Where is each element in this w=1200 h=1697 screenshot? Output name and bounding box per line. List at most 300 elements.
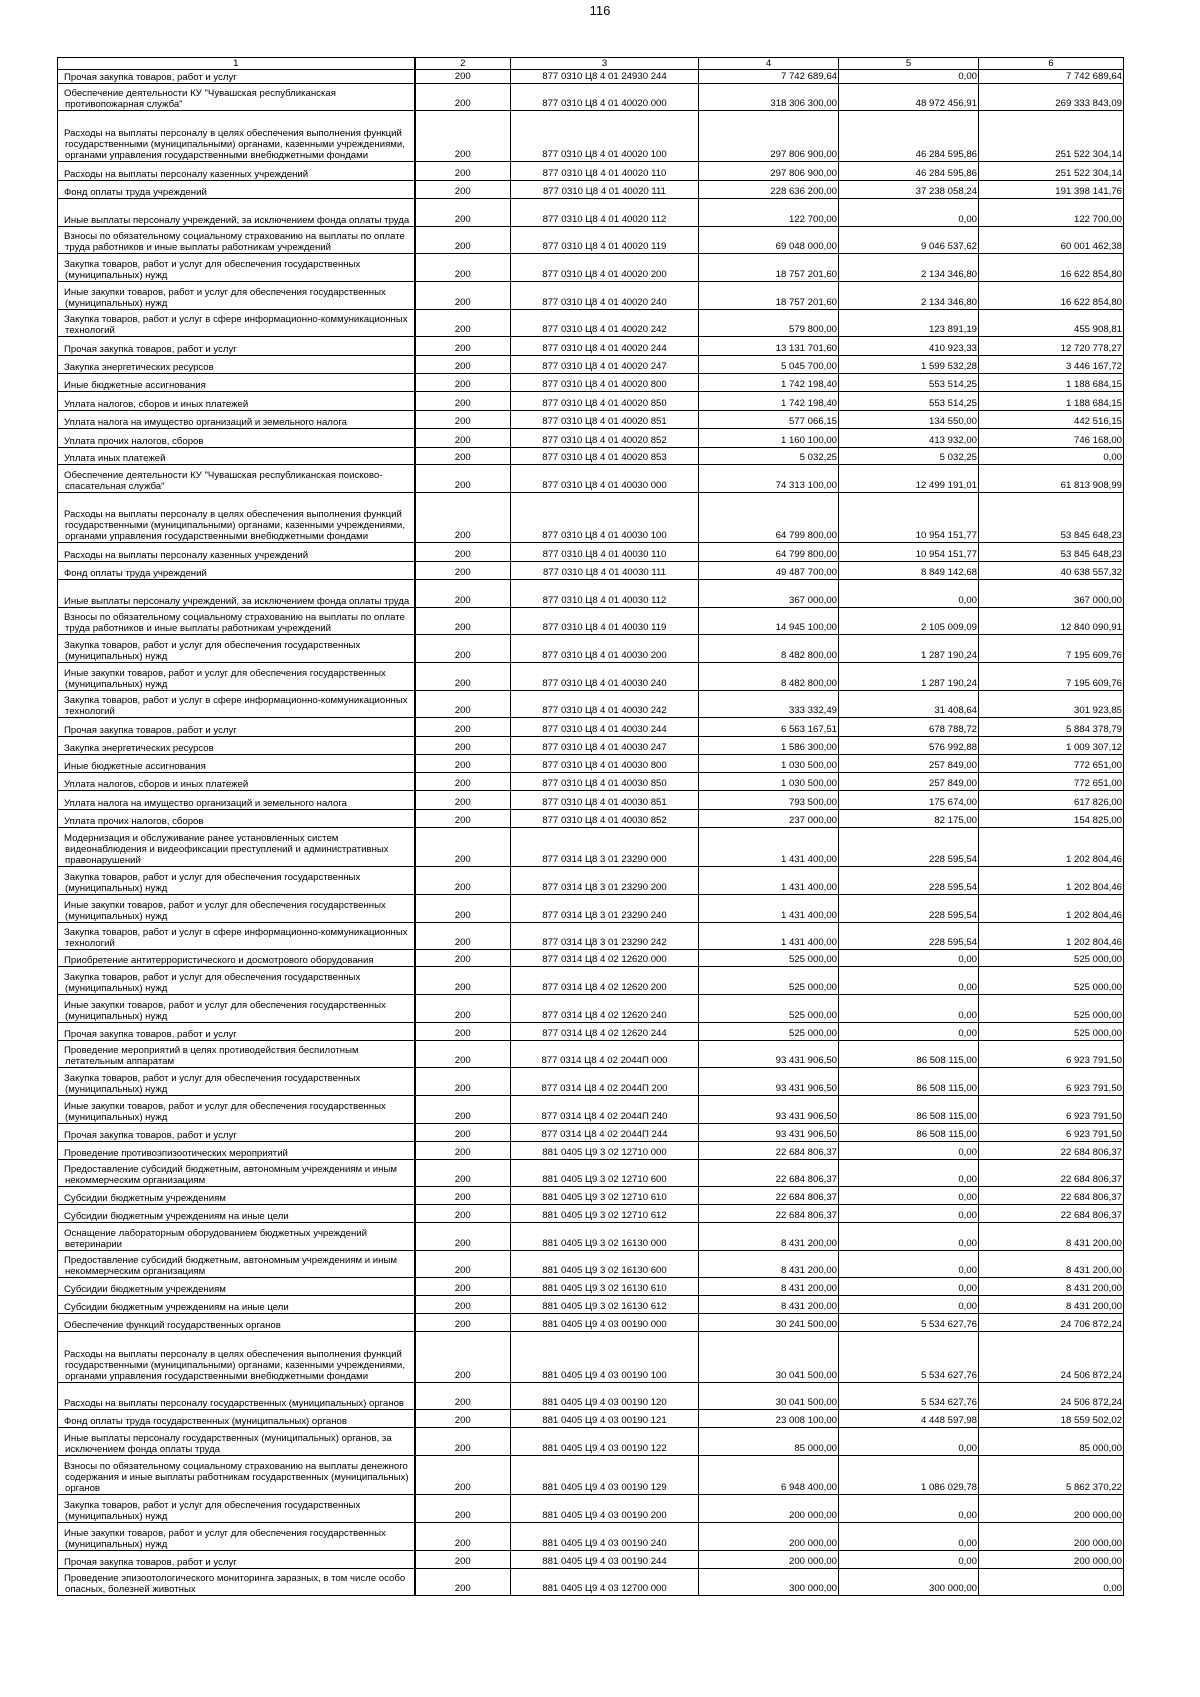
executed-amount-cell: 257 849,00	[839, 773, 979, 791]
executed-amount-cell: 12 499 191,01	[839, 465, 979, 493]
approved-amount-cell: 85 000,00	[699, 1428, 839, 1456]
expenditure-name-cell: Иные закупки товаров, работ и услуг для обеспечения государственных (муниципальных) нужд	[58, 663, 415, 691]
line-code-cell: 200	[415, 1456, 511, 1495]
budget-classification-code-cell: 877 0314 Ц8 4 02 12620 244	[511, 1023, 699, 1041]
approved-amount-cell: 30 041 500,00	[699, 1383, 839, 1410]
remaining-amount-cell: 200 000,00	[979, 1495, 1124, 1523]
table-row	[58, 1205, 1124, 1223]
expenditure-name-cell: Обеспечение функций государственных органов	[58, 1314, 415, 1332]
executed-amount-cell: 0,00	[839, 1187, 979, 1205]
remaining-amount-cell: 269 333 843,09	[979, 84, 1124, 111]
table-row	[58, 1296, 1124, 1314]
approved-amount-cell: 18 757 201,60	[699, 254, 839, 282]
table-row	[58, 867, 1124, 895]
remaining-amount-cell: 22 684 806,37	[979, 1142, 1124, 1160]
budget-classification-code-cell: 877 0310 Ц8 4 01 40030 850	[511, 773, 699, 791]
approved-amount-cell: 64 799 800,00	[699, 493, 839, 543]
table-row	[58, 895, 1124, 923]
approved-amount-cell: 23 008 100,00	[699, 1410, 839, 1428]
approved-amount-cell: 300 000,00	[699, 1569, 839, 1596]
remaining-amount-cell: 22 684 806,37	[979, 1160, 1124, 1187]
budget-classification-code-cell: 881 0405 Ц9 4 03 00190 121	[511, 1410, 699, 1428]
remaining-amount-cell: 200 000,00	[979, 1551, 1124, 1569]
table-row	[58, 995, 1124, 1023]
budget-classification-code-cell: 877 0310 Ц8 4 01 40030 110	[511, 543, 699, 562]
table-row	[58, 282, 1124, 310]
remaining-amount-cell: 251 522 304,14	[979, 111, 1124, 162]
line-code-cell: 200	[415, 1023, 511, 1041]
approved-amount-cell: 93 431 906,50	[699, 1096, 839, 1124]
table-row	[58, 1251, 1124, 1278]
expenditure-name-cell: Взносы по обязательному социальному страхованию на выплаты по оплате труда работников и иные выплаты работникам учреждений	[58, 227, 415, 254]
expenditure-name-cell: Субсидии бюджетным учреждениям	[58, 1187, 415, 1205]
budget-classification-code-cell: 881 0405 Ц9 4 03 12700 000	[511, 1569, 699, 1596]
expenditure-name-cell: Закупка товаров, работ и услуг в сфере информационно-коммуникационных технологий	[58, 691, 415, 718]
table-row	[58, 663, 1124, 691]
executed-amount-cell: 123 891,19	[839, 310, 979, 337]
table-row	[58, 356, 1124, 374]
budget-classification-code-cell: 877 0310 Ц8 4 01 40020 119	[511, 227, 699, 254]
expenditure-name-cell: Иные бюджетные ассигнования	[58, 755, 415, 773]
table-body	[58, 70, 1124, 1596]
budget-execution-table	[57, 57, 1124, 1596]
remaining-amount-cell: 61 813 908,99	[979, 465, 1124, 493]
budget-classification-code-cell: 877 0310 Ц8 4 01 40030 247	[511, 737, 699, 755]
approved-amount-cell: 1 742 198,40	[699, 374, 839, 392]
executed-amount-cell: 0,00	[839, 1428, 979, 1456]
table-row	[58, 1142, 1124, 1160]
approved-amount-cell: 200 000,00	[699, 1495, 839, 1523]
approved-amount-cell: 793 500,00	[699, 791, 839, 810]
budget-classification-code-cell: 881 0405 Ц9 3 02 12710 600	[511, 1160, 699, 1187]
table-row	[58, 1160, 1124, 1187]
expenditure-name-cell: Прочая закупка товаров, работ и услуг	[58, 1023, 415, 1041]
approved-amount-cell: 22 684 806,37	[699, 1160, 839, 1187]
line-code-cell: 200	[415, 181, 511, 199]
table-row	[58, 1023, 1124, 1041]
line-code-cell: 200	[415, 1160, 511, 1187]
remaining-amount-cell: 442 516,15	[979, 411, 1124, 429]
line-code-cell: 200	[415, 635, 511, 663]
budget-classification-code-cell: 881 0405 Ц9 4 03 00190 200	[511, 1495, 699, 1523]
table-row	[58, 411, 1124, 429]
executed-amount-cell: 678 788,72	[839, 718, 979, 737]
table-row	[58, 1523, 1124, 1551]
budget-classification-code-cell: 881 0405 Ц9 4 03 00190 100	[511, 1332, 699, 1383]
line-code-cell: 200	[415, 895, 511, 923]
expenditure-name-cell: Закупка товаров, работ и услуг для обеспечения государственных (муниципальных) нужд	[58, 967, 415, 995]
approved-amount-cell: 1 742 198,40	[699, 392, 839, 411]
executed-amount-cell: 0,00	[839, 950, 979, 967]
budget-classification-code-cell: 881 0405 Ц9 3 02 12710 000	[511, 1142, 699, 1160]
approved-amount-cell: 13 131 701,60	[699, 337, 839, 356]
expenditure-name-cell: Закупка товаров, работ и услуг для обеспечения государственных (муниципальных) нужд	[58, 1495, 415, 1523]
executed-amount-cell: 31 408,64	[839, 691, 979, 718]
expenditure-name-cell: Обеспечение деятельности КУ "Чувашская республиканская противопожарная служба"	[58, 84, 415, 111]
approved-amount-cell: 525 000,00	[699, 967, 839, 995]
column-number: 4	[699, 58, 839, 70]
remaining-amount-cell: 40 638 557,32	[979, 562, 1124, 580]
approved-amount-cell: 228 636 200,00	[699, 181, 839, 199]
approved-amount-cell: 577 066,15	[699, 411, 839, 429]
budget-classification-code-cell: 877 0314 Ц8 4 02 12620 000	[511, 950, 699, 967]
approved-amount-cell: 5 045 700,00	[699, 356, 839, 374]
table-row	[58, 493, 1124, 543]
line-code-cell: 200	[415, 374, 511, 392]
remaining-amount-cell: 772 651,00	[979, 755, 1124, 773]
approved-amount-cell: 8 482 800,00	[699, 663, 839, 691]
remaining-amount-cell: 6 923 791,50	[979, 1068, 1124, 1096]
executed-amount-cell: 9 046 537,62	[839, 227, 979, 254]
line-code-cell: 200	[415, 1124, 511, 1142]
executed-amount-cell: 0,00	[839, 1205, 979, 1223]
expenditure-name-cell: Иные закупки товаров, работ и услуг для обеспечения государственных (муниципальных) нужд	[58, 1096, 415, 1124]
remaining-amount-cell: 5 862 370,22	[979, 1456, 1124, 1495]
budget-classification-code-cell: 881 0405 Ц9 3 02 16130 612	[511, 1296, 699, 1314]
line-code-cell: 200	[415, 84, 511, 111]
approved-amount-cell: 8 431 200,00	[699, 1223, 839, 1251]
budget-classification-code-cell: 877 0310 Ц8 4 01 40020 851	[511, 411, 699, 429]
line-code-cell: 200	[415, 1314, 511, 1332]
approved-amount-cell: 525 000,00	[699, 1023, 839, 1041]
line-code-cell: 200	[415, 1332, 511, 1383]
executed-amount-cell: 1 086 029,78	[839, 1456, 979, 1495]
expenditure-name-cell: Проведение эпизоотологического мониторинга заразных, в том числе особо опасных, болезней животных	[58, 1569, 415, 1596]
approved-amount-cell: 367 000,00	[699, 580, 839, 608]
line-code-cell: 200	[415, 755, 511, 773]
table-row	[58, 1187, 1124, 1205]
line-code-cell: 200	[415, 1428, 511, 1456]
line-code-cell: 200	[415, 392, 511, 411]
executed-amount-cell: 228 595,54	[839, 828, 979, 867]
line-code-cell: 200	[415, 199, 511, 227]
approved-amount-cell: 8 431 200,00	[699, 1296, 839, 1314]
remaining-amount-cell: 24 506 872,24	[979, 1332, 1124, 1383]
remaining-amount-cell: 8 431 200,00	[979, 1278, 1124, 1296]
expenditure-name-cell: Уплата налога на имущество организаций и земельного налога	[58, 791, 415, 810]
approved-amount-cell: 74 313 100,00	[699, 465, 839, 493]
approved-amount-cell: 93 431 906,50	[699, 1124, 839, 1142]
table-row	[58, 828, 1124, 867]
approved-amount-cell: 69 048 000,00	[699, 227, 839, 254]
budget-classification-code-cell: 881 0405 Ц9 3 02 16130 610	[511, 1278, 699, 1296]
approved-amount-cell: 1 586 300,00	[699, 737, 839, 755]
expenditure-name-cell: Расходы на выплаты персоналу в целях обеспечения выполнения функций государственными (муниципальными) органами, казенными учреждениями, органами управления государственными внебюджетными фондами	[58, 111, 415, 162]
line-code-cell: 200	[415, 543, 511, 562]
expenditure-name-cell: Иные закупки товаров, работ и услуг для обеспечения государственных (муниципальных) нужд	[58, 1523, 415, 1551]
expenditure-name-cell: Уплата налогов, сборов и иных платежей	[58, 392, 415, 411]
expenditure-name-cell: Субсидии бюджетным учреждениям на иные цели	[58, 1205, 415, 1223]
executed-amount-cell: 0,00	[839, 1495, 979, 1523]
budget-classification-code-cell: 877 0310 Ц8 4 01 40030 112	[511, 580, 699, 608]
budget-classification-code-cell: 877 0314 Ц8 4 02 2044П 200	[511, 1068, 699, 1096]
table-row	[58, 810, 1124, 828]
table-row	[58, 1332, 1124, 1383]
remaining-amount-cell: 367 000,00	[979, 580, 1124, 608]
table-row	[58, 310, 1124, 337]
remaining-amount-cell: 7 742 689,64	[979, 70, 1124, 84]
remaining-amount-cell: 6 923 791,50	[979, 1124, 1124, 1142]
expenditure-name-cell: Закупка товаров, работ и услуг для обеспечения государственных (муниципальных) нужд	[58, 867, 415, 895]
line-code-cell: 200	[415, 718, 511, 737]
line-code-cell: 200	[415, 1383, 511, 1410]
remaining-amount-cell: 53 845 648,23	[979, 543, 1124, 562]
remaining-amount-cell: 746 168,00	[979, 429, 1124, 448]
expenditure-name-cell: Обеспечение деятельности КУ "Чувашская республиканская поисково-спасательная служба"	[58, 465, 415, 493]
approved-amount-cell: 525 000,00	[699, 950, 839, 967]
budget-classification-code-cell: 877 0310 Ц8 4 01 40030 000	[511, 465, 699, 493]
budget-classification-code-cell: 877 0314 Ц8 4 02 12620 200	[511, 967, 699, 995]
expenditure-name-cell: Предоставление субсидий бюджетным, автономным учреждениям и иным некоммерческим организациям	[58, 1160, 415, 1187]
approved-amount-cell: 200 000,00	[699, 1551, 839, 1569]
budget-classification-code-cell: 881 0405 Ц9 4 03 00190 120	[511, 1383, 699, 1410]
executed-amount-cell: 0,00	[839, 70, 979, 84]
expenditure-name-cell: Иные закупки товаров, работ и услуг для обеспечения государственных (муниципальных) нужд	[58, 282, 415, 310]
expenditure-name-cell: Закупка товаров, работ и услуг в сфере информационно-коммуникационных технологий	[58, 923, 415, 950]
table-row	[58, 111, 1124, 162]
budget-classification-code-cell: 877 0310 Ц8 4 01 40030 242	[511, 691, 699, 718]
table-row	[58, 374, 1124, 392]
remaining-amount-cell: 16 622 854,80	[979, 254, 1124, 282]
expenditure-name-cell: Расходы на выплаты персоналу государственных (муниципальных) органов	[58, 1383, 415, 1410]
budget-classification-code-cell: 877 0314 Ц8 4 02 2044П 244	[511, 1124, 699, 1142]
line-code-cell: 200	[415, 310, 511, 337]
table-row	[58, 773, 1124, 791]
executed-amount-cell: 228 595,54	[839, 895, 979, 923]
page-number: 116	[589, 3, 611, 18]
executed-amount-cell: 228 595,54	[839, 923, 979, 950]
remaining-amount-cell: 1 188 684,15	[979, 392, 1124, 411]
table-row	[58, 448, 1124, 465]
remaining-amount-cell: 251 522 304,14	[979, 162, 1124, 181]
approved-amount-cell: 8 431 200,00	[699, 1251, 839, 1278]
line-code-cell: 200	[415, 70, 511, 84]
remaining-amount-cell: 122 700,00	[979, 199, 1124, 227]
executed-amount-cell: 2 134 346,80	[839, 282, 979, 310]
column-number: 6	[979, 58, 1124, 70]
budget-classification-code-cell: 877 0310 Ц8 4 01 40020 200	[511, 254, 699, 282]
remaining-amount-cell: 12 720 778,27	[979, 337, 1124, 356]
table-row	[58, 1096, 1124, 1124]
budget-classification-code-cell: 877 0310 Ц8 4 01 40030 119	[511, 608, 699, 635]
line-code-cell: 200	[415, 950, 511, 967]
executed-amount-cell: 0,00	[839, 1523, 979, 1551]
budget-classification-code-cell: 881 0405 Ц9 3 02 16130 000	[511, 1223, 699, 1251]
approved-amount-cell: 297 806 900,00	[699, 111, 839, 162]
line-code-cell: 200	[415, 663, 511, 691]
expenditure-name-cell: Уплата иных платежей	[58, 448, 415, 465]
expenditure-name-cell: Иные закупки товаров, работ и услуг для обеспечения государственных (муниципальных) нужд	[58, 995, 415, 1023]
expenditure-name-cell: Фонд оплаты труда государственных (муниципальных) органов	[58, 1410, 415, 1428]
executed-amount-cell: 4 448 597,98	[839, 1410, 979, 1428]
executed-amount-cell: 0,00	[839, 1223, 979, 1251]
line-code-cell: 200	[415, 111, 511, 162]
expenditure-name-cell: Уплата прочих налогов, сборов	[58, 429, 415, 448]
executed-amount-cell: 553 514,25	[839, 374, 979, 392]
executed-amount-cell: 228 595,54	[839, 867, 979, 895]
approved-amount-cell: 22 684 806,37	[699, 1205, 839, 1223]
executed-amount-cell: 0,00	[839, 199, 979, 227]
expenditure-name-cell: Иные выплаты персоналу учреждений, за исключением фонда оплаты труда	[58, 199, 415, 227]
approved-amount-cell: 8 431 200,00	[699, 1278, 839, 1296]
executed-amount-cell: 48 972 456,91	[839, 84, 979, 111]
remaining-amount-cell: 22 684 806,37	[979, 1187, 1124, 1205]
budget-classification-code-cell: 877 0310 Ц8 4 01 40020 800	[511, 374, 699, 392]
executed-amount-cell: 46 284 595,86	[839, 162, 979, 181]
table-row	[58, 429, 1124, 448]
line-code-cell: 200	[415, 356, 511, 374]
table-row	[58, 1314, 1124, 1332]
approved-amount-cell: 122 700,00	[699, 199, 839, 227]
line-code-cell: 200	[415, 337, 511, 356]
executed-amount-cell: 0,00	[839, 1142, 979, 1160]
budget-classification-code-cell: 877 0310 Ц8 4 01 40020 240	[511, 282, 699, 310]
budget-classification-code-cell: 877 0310 Ц8 4 01 40030 244	[511, 718, 699, 737]
remaining-amount-cell: 24 506 872,24	[979, 1383, 1124, 1410]
approved-amount-cell: 1 030 500,00	[699, 755, 839, 773]
remaining-amount-cell: 22 684 806,37	[979, 1205, 1124, 1223]
table-row	[58, 635, 1124, 663]
table-row	[58, 923, 1124, 950]
remaining-amount-cell: 455 908,81	[979, 310, 1124, 337]
approved-amount-cell: 333 332,49	[699, 691, 839, 718]
column-number: 2	[415, 58, 511, 70]
budget-classification-code-cell: 877 0310 Ц8 4 01 40020 852	[511, 429, 699, 448]
executed-amount-cell: 2 105 009,09	[839, 608, 979, 635]
line-code-cell: 200	[415, 967, 511, 995]
line-code-cell: 200	[415, 773, 511, 791]
budget-classification-code-cell: 877 0310 Ц8 4 01 24930 244	[511, 70, 699, 84]
executed-amount-cell: 300 000,00	[839, 1569, 979, 1596]
expenditure-name-cell: Уплата прочих налогов, сборов	[58, 810, 415, 828]
budget-classification-code-cell: 877 0310 Ц8 4 01 40020 110	[511, 162, 699, 181]
remaining-amount-cell: 8 431 200,00	[979, 1251, 1124, 1278]
executed-amount-cell: 0,00	[839, 1551, 979, 1569]
expenditure-name-cell: Фонд оплаты труда учреждений	[58, 562, 415, 580]
approved-amount-cell: 525 000,00	[699, 995, 839, 1023]
expenditure-name-cell: Оснащение лабораторным оборудованием бюджетных учреждений ветеринарии	[58, 1223, 415, 1251]
column-number: 3	[511, 58, 699, 70]
executed-amount-cell: 413 932,00	[839, 429, 979, 448]
table-row	[58, 70, 1124, 84]
executed-amount-cell: 175 674,00	[839, 791, 979, 810]
expenditure-name-cell: Прочая закупка товаров, работ и услуг	[58, 718, 415, 737]
approved-amount-cell: 237 000,00	[699, 810, 839, 828]
line-code-cell: 200	[415, 828, 511, 867]
expenditure-name-cell: Прочая закупка товаров, работ и услуг	[58, 1551, 415, 1569]
budget-classification-code-cell: 881 0405 Ц9 3 02 16130 600	[511, 1251, 699, 1278]
line-code-cell: 200	[415, 448, 511, 465]
column-number-row	[58, 58, 1124, 70]
expenditure-name-cell: Проведение противоэпизоотических мероприятий	[58, 1142, 415, 1160]
approved-amount-cell: 1 431 400,00	[699, 895, 839, 923]
line-code-cell: 200	[415, 923, 511, 950]
budget-classification-code-cell: 877 0310 Ц8 4 01 40030 800	[511, 755, 699, 773]
expenditure-name-cell: Прочая закупка товаров, работ и услуг	[58, 70, 415, 84]
executed-amount-cell: 410 923,33	[839, 337, 979, 356]
line-code-cell: 200	[415, 227, 511, 254]
expenditure-name-cell: Закупка товаров, работ и услуг для обеспечения государственных (муниципальных) нужд	[58, 1068, 415, 1096]
table-row	[58, 1428, 1124, 1456]
approved-amount-cell: 6 948 400,00	[699, 1456, 839, 1495]
executed-amount-cell: 0,00	[839, 1251, 979, 1278]
remaining-amount-cell: 24 706 872,24	[979, 1314, 1124, 1332]
expenditure-name-cell: Расходы на выплаты персоналу в целях обеспечения выполнения функций государственными (муниципальными) органами, казенными учреждениями, органами управления государственными внебюджетными фондами	[58, 1332, 415, 1383]
executed-amount-cell: 1 287 190,24	[839, 663, 979, 691]
expenditure-name-cell: Закупка энергетических ресурсов	[58, 356, 415, 374]
remaining-amount-cell: 1 188 684,15	[979, 374, 1124, 392]
budget-classification-code-cell: 877 0314 Ц8 3 01 23290 200	[511, 867, 699, 895]
table-row	[58, 1551, 1124, 1569]
budget-classification-code-cell: 881 0405 Ц9 4 03 00190 129	[511, 1456, 699, 1495]
line-code-cell: 200	[415, 1296, 511, 1314]
budget-classification-code-cell: 877 0310 Ц8 4 01 40030 240	[511, 663, 699, 691]
table-row	[58, 543, 1124, 562]
expenditure-name-cell: Проведение мероприятий в целях противодействия беспилотным летательным аппаратам	[58, 1041, 415, 1068]
approved-amount-cell: 93 431 906,50	[699, 1041, 839, 1068]
table-row	[58, 755, 1124, 773]
expenditure-name-cell: Фонд оплаты труда учреждений	[58, 181, 415, 199]
column-number: 1	[58, 58, 415, 70]
remaining-amount-cell: 18 559 502,02	[979, 1410, 1124, 1428]
budget-classification-code-cell: 881 0405 Ц9 3 02 12710 610	[511, 1187, 699, 1205]
remaining-amount-cell: 60 001 462,38	[979, 227, 1124, 254]
budget-classification-code-cell: 877 0314 Ц8 3 01 23290 242	[511, 923, 699, 950]
expenditure-name-cell: Субсидии бюджетным учреждениям на иные цели	[58, 1296, 415, 1314]
budget-classification-code-cell: 877 0310 Ц8 4 01 40020 100	[511, 111, 699, 162]
remaining-amount-cell: 0,00	[979, 448, 1124, 465]
approved-amount-cell: 64 799 800,00	[699, 543, 839, 562]
table-row	[58, 580, 1124, 608]
line-code-cell: 200	[415, 1068, 511, 1096]
remaining-amount-cell: 12 840 090,91	[979, 608, 1124, 635]
expenditure-name-cell: Иные закупки товаров, работ и услуг для обеспечения государственных (муниципальных) нужд	[58, 895, 415, 923]
approved-amount-cell: 200 000,00	[699, 1523, 839, 1551]
budget-classification-code-cell: 881 0405 Ц9 3 02 12710 612	[511, 1205, 699, 1223]
executed-amount-cell: 1 287 190,24	[839, 635, 979, 663]
line-code-cell: 200	[415, 995, 511, 1023]
executed-amount-cell: 0,00	[839, 1160, 979, 1187]
line-code-cell: 200	[415, 691, 511, 718]
remaining-amount-cell: 525 000,00	[979, 1023, 1124, 1041]
approved-amount-cell: 579 800,00	[699, 310, 839, 337]
budget-classification-code-cell: 877 0310 Ц8 4 01 40020 247	[511, 356, 699, 374]
expenditure-name-cell: Закупка товаров, работ и услуг для обеспечения государственных (муниципальных) нужд	[58, 254, 415, 282]
table-row	[58, 1068, 1124, 1096]
expenditure-name-cell: Субсидии бюджетным учреждениям	[58, 1278, 415, 1296]
budget-classification-code-cell: 877 0310 Ц8 4 01 40020 244	[511, 337, 699, 356]
remaining-amount-cell: 5 884 378,79	[979, 718, 1124, 737]
remaining-amount-cell: 8 431 200,00	[979, 1223, 1124, 1251]
expenditure-name-cell: Иные бюджетные ассигнования	[58, 374, 415, 392]
approved-amount-cell: 1 030 500,00	[699, 773, 839, 791]
approved-amount-cell: 6 563 167,51	[699, 718, 839, 737]
executed-amount-cell: 86 508 115,00	[839, 1124, 979, 1142]
budget-classification-code-cell: 877 0314 Ц8 3 01 23290 240	[511, 895, 699, 923]
budget-classification-code-cell: 877 0314 Ц8 4 02 2044П 000	[511, 1041, 699, 1068]
budget-classification-code-cell: 877 0310 Ц8 4 01 40020 112	[511, 199, 699, 227]
line-code-cell: 200	[415, 162, 511, 181]
budget-classification-code-cell: 877 0310 Ц8 4 01 40020 850	[511, 392, 699, 411]
remaining-amount-cell: 1 009 307,12	[979, 737, 1124, 755]
approved-amount-cell: 1 160 100,00	[699, 429, 839, 448]
table-row	[58, 162, 1124, 181]
line-code-cell: 200	[415, 1205, 511, 1223]
line-code-cell: 200	[415, 1187, 511, 1205]
remaining-amount-cell: 1 202 804,46	[979, 867, 1124, 895]
executed-amount-cell: 82 175,00	[839, 810, 979, 828]
approved-amount-cell: 30 241 500,00	[699, 1314, 839, 1332]
